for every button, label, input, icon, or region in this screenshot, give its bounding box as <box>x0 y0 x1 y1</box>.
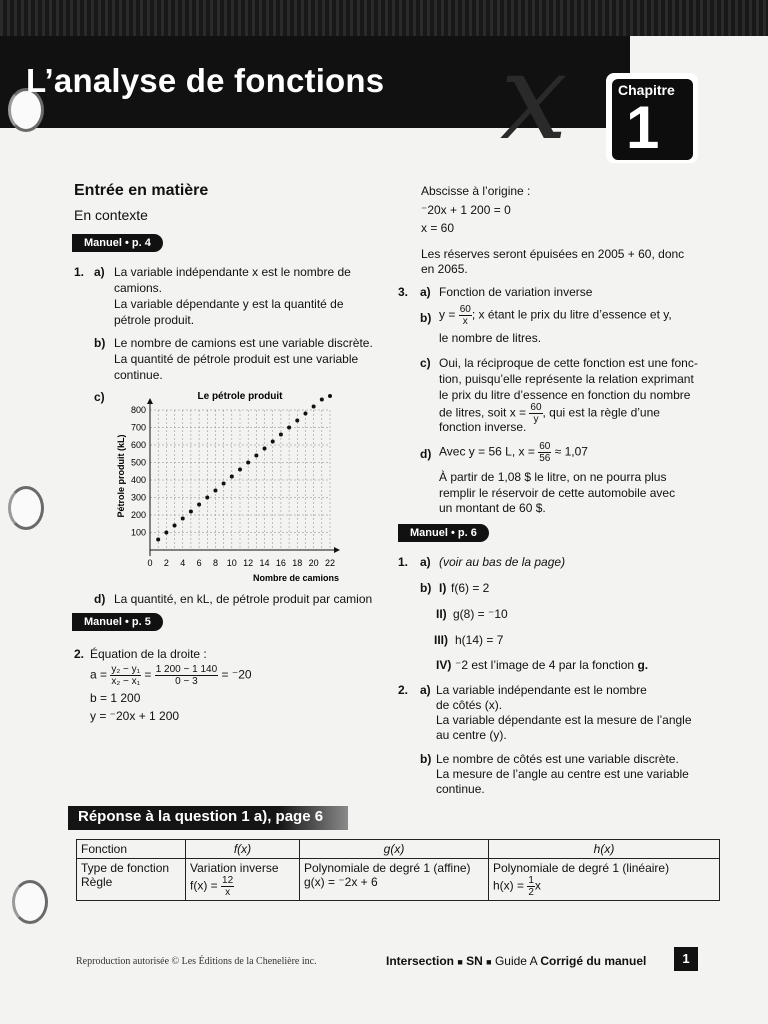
manuel-p5-badge: Manuel • p. 5 <box>72 613 163 631</box>
q1a-line-2: camions. <box>114 281 163 295</box>
q3d-numerator: 60 <box>539 441 551 452</box>
g-type: Polynomiale de degré 1 (affine) <box>304 861 471 875</box>
y-axis-arrow <box>147 398 153 404</box>
x-tick-label: 2 <box>163 558 169 568</box>
table-cell-f <box>186 859 300 901</box>
f-rule-denominator: x <box>225 887 231 898</box>
data-point <box>205 496 209 500</box>
footer-copyright: Reproduction autorisée © Les Éditions de la Chenelière inc. <box>76 956 317 967</box>
p6-iv-label: IV) <box>436 658 452 672</box>
x-tick-label: 0 <box>147 558 153 568</box>
data-point <box>287 426 291 430</box>
footer-series: Intersection <box>386 954 455 968</box>
h-rule-pre: h(x) = <box>493 878 525 893</box>
x-tick-label: 22 <box>324 558 336 568</box>
table-label-regle: Règle <box>81 875 113 889</box>
footer-corrige: Corrigé du manuel <box>540 954 647 968</box>
q1d-label: d) <box>94 592 106 606</box>
data-point <box>173 524 177 528</box>
q3d-label: d) <box>420 447 432 461</box>
p6-q1a-label: a) <box>420 555 431 569</box>
y-tick-label: 300 <box>130 492 146 503</box>
reponse-title: Réponse à la question 1 a), page 6 <box>78 808 324 825</box>
x-tick-label: 18 <box>292 558 303 568</box>
data-point <box>295 419 299 423</box>
p6-ii-label: II) <box>436 607 447 621</box>
p6-q2-number: 2. <box>398 683 409 697</box>
data-point <box>328 394 332 398</box>
chart-grid <box>150 410 330 550</box>
p6-q2b-line-2: La mesure de l’angle au centre est une variable <box>436 767 689 781</box>
q2-slope-denominator-2: 0 − 3 <box>175 676 198 687</box>
reserves-line-2: en 2065. <box>421 262 468 276</box>
q3c-numerator: 60 <box>530 402 542 413</box>
data-point <box>246 461 250 465</box>
q3d-fraction <box>538 441 551 464</box>
abscisse-title: Abscisse à l’origine : <box>421 184 531 198</box>
q3d-line-1: À partir de 1,08 $ le litre, on ne pourra plus <box>439 470 667 484</box>
p6-q2a-line-1: La variable indépendante est le nombre <box>436 683 647 697</box>
q3c-fraction <box>529 402 542 425</box>
q3c-line-1: Oui, la réciproque de cette fonction est une fonc- <box>439 356 698 370</box>
p6-q2a-line-4: au centre (y). <box>436 728 507 742</box>
q1a-line-4: pétrole produit. <box>114 313 195 327</box>
y-tick-label: 800 <box>130 405 146 415</box>
x-tick-label: 10 <box>226 558 237 568</box>
h-rule <box>493 875 715 898</box>
binder-hole-middle <box>8 486 44 530</box>
q2-slope-numerator-2: 1 200 − 1 140 <box>155 664 218 675</box>
y-tick-label: 700 <box>130 422 146 433</box>
q2-slope-a: a = <box>90 667 108 682</box>
reserves-line-1: Les réserves seront épuisées en 2005 + 60, donc <box>421 247 685 261</box>
y-tick-label: 500 <box>130 457 146 468</box>
data-point <box>230 475 234 479</box>
petrol-chart <box>100 384 360 590</box>
q3d-denominator: 56 <box>539 453 551 464</box>
x-tick-label: 14 <box>259 558 270 568</box>
chart-y-axis-label: Pétrole produit (kL) <box>116 434 126 518</box>
data-point <box>156 538 160 542</box>
h-type: Polynomiale de degré 1 (linéaire) <box>493 861 670 875</box>
banner-watermark-x: x <box>500 28 568 167</box>
data-point <box>279 433 283 437</box>
q2-slope-numerator: y₂ − y₁ <box>111 664 141 675</box>
chart-title: Le pétrole produit <box>197 391 283 402</box>
q3b-numerator: 60 <box>459 304 471 315</box>
x-tick-label: 16 <box>275 558 286 568</box>
q3b-line-2: le nombre de litres. <box>439 331 542 345</box>
table-header-row <box>77 840 720 859</box>
p6-iv-text-main: ⁻2 est l’image de 4 par la fonction <box>455 658 635 672</box>
q1b-line-3: continue. <box>114 368 163 382</box>
y-tick-label: 600 <box>130 440 146 450</box>
p6-i-text: f(6) = 2 <box>451 581 490 595</box>
x-tick-label: 4 <box>180 558 186 568</box>
q3b-formula <box>439 304 672 327</box>
x-tick-label: 8 <box>212 558 218 568</box>
data-point <box>197 503 201 507</box>
q2-slope <box>90 664 252 687</box>
chart-x-axis-label: Nombre de camions <box>252 573 340 583</box>
q1a-label: a) <box>94 265 105 279</box>
p6-iv-text <box>455 657 648 673</box>
data-point <box>189 510 193 514</box>
x-tick-label: 12 <box>243 558 254 568</box>
table-header-fonction: Fonction <box>77 840 186 859</box>
q2-slope-fraction-1 <box>110 664 141 687</box>
table-cell-h <box>489 859 720 901</box>
p6-q2a-label: a) <box>420 683 431 697</box>
table-row-labels <box>77 859 186 901</box>
p6-i-label: I) <box>439 581 447 595</box>
data-point <box>312 405 316 409</box>
data-point <box>213 489 217 493</box>
g-rule: g(x) = ⁻2x + 6 <box>304 875 378 889</box>
f-rule-pre: f(x) = <box>190 878 218 893</box>
chart-ticks <box>131 405 335 568</box>
q3c-pre: de litres, soit x = <box>439 405 527 420</box>
p6-q2b-line-1: Le nombre de côtés est une variable discrète. <box>436 752 679 766</box>
q3-number: 3. <box>398 285 409 299</box>
q2-slope-fraction-2 <box>155 664 218 687</box>
p6-q2b-line-3: continue. <box>436 782 485 796</box>
data-point <box>181 517 185 521</box>
data-point <box>254 454 258 458</box>
manuel-p6-badge: Manuel • p. 6 <box>398 524 489 542</box>
f-rule-numerator: 12 <box>222 875 234 886</box>
q2-equation: y = ⁻20x + 1 200 <box>90 709 180 723</box>
q1-number: 1. <box>74 265 85 279</box>
q3d-formula <box>439 441 588 464</box>
data-point <box>238 468 242 472</box>
p6-iii-label: III) <box>434 633 448 647</box>
q1c-label: c) <box>94 390 105 404</box>
data-point <box>164 531 168 535</box>
q2-intro: Équation de la droite : <box>90 647 207 661</box>
p6-q2a-line-2: de côtés (x). <box>436 698 503 712</box>
subsection-title: En contexte <box>74 207 148 223</box>
q3d-post: ≈ 1,07 <box>554 444 588 459</box>
page-number: 1 <box>674 947 698 971</box>
q3c-label: c) <box>420 356 431 370</box>
h-rule-numerator: 1 <box>528 875 534 886</box>
data-point <box>271 440 275 444</box>
data-point <box>303 412 307 416</box>
table-header-f: f(x) <box>186 840 300 859</box>
q3b-post: ; x étant le prix du litre d’essence et y, <box>471 307 672 322</box>
p6-ii-text: g(8) = ⁻10 <box>453 607 508 621</box>
y-tick-label: 100 <box>130 527 146 538</box>
q3a-text: Fonction de variation inverse <box>439 285 593 299</box>
f-rule-fraction <box>221 875 234 898</box>
q2-slope-denominator: x₂ − x₁ <box>111 676 141 687</box>
p6-q1b-label: b) <box>420 581 432 595</box>
q3d-line-3: un montant de 60 $. <box>439 501 546 515</box>
footer-separator-2: ■ <box>486 957 492 967</box>
page-title: L’analyse de fonctions <box>26 62 385 99</box>
table-header-g: g(x) <box>300 840 489 859</box>
p6-q1a-text: (voir au bas de la page) <box>439 555 566 569</box>
footer-separator-1: ■ <box>457 957 463 967</box>
abscisse-eq-1: ⁻20x + 1 200 = 0 <box>421 203 511 217</box>
q1b-label: b) <box>94 336 106 350</box>
y-tick-label: 200 <box>130 510 146 520</box>
binder-hole-bottom <box>12 880 48 924</box>
functions-table <box>76 839 720 901</box>
footer-sn: SN <box>466 954 483 968</box>
q3b-fraction <box>459 304 472 327</box>
table-header-h: h(x) <box>489 840 720 859</box>
manuel-p4-badge: Manuel • p. 4 <box>72 234 163 252</box>
q2-slope-result: = ⁻20 <box>221 667 252 682</box>
q3b-pre: y = <box>439 307 456 322</box>
chapter-label: Chapitre <box>618 82 675 98</box>
p6-q2b-label: b) <box>420 752 432 766</box>
f-rule <box>190 875 295 898</box>
q1b-line-2: La quantité de pétrole produit est une variable <box>114 352 359 366</box>
h-rule-denominator: 2 <box>528 887 534 898</box>
p6-iii-text: h(14) = 7 <box>455 633 504 647</box>
f-type: Variation inverse <box>190 861 279 875</box>
q2-slope-equals: = <box>144 667 152 682</box>
q1a-line-3: La variable dépendante y est la quantité de <box>114 297 344 311</box>
p6-q1-number: 1. <box>398 555 409 569</box>
q1a-line-1: La variable indépendante x est le nombre de <box>114 265 351 279</box>
section-title: Entrée en matière <box>74 182 209 199</box>
q3c-line-3: le prix du litre d’essence en fonction du nombre <box>439 388 691 402</box>
table-row <box>77 859 720 901</box>
q3c-denominator: y <box>533 414 539 425</box>
h-rule-post: x <box>534 878 541 893</box>
chapter-number: 1 <box>626 94 660 161</box>
q3c-last: fonction inverse. <box>439 420 527 434</box>
q1b-line-1: Le nombre de camions est une variable discrète. <box>114 336 373 350</box>
abscisse-eq-2: x = 60 <box>421 221 455 235</box>
table-cell-g <box>300 859 489 901</box>
q3a-label: a) <box>420 285 431 299</box>
x-tick-label: 20 <box>308 558 319 568</box>
q3c-line-2: tion, puisqu’elle représente la relation exprimant <box>439 372 694 386</box>
data-point <box>222 482 226 486</box>
x-tick-label: 6 <box>196 558 202 568</box>
data-point <box>263 447 267 451</box>
p6-q2a-line-3: La variable dépendante est la mesure de l’angle <box>436 713 692 727</box>
q1d-text: La quantité, en kL, de pétrole produit par camion <box>114 592 373 606</box>
footer-book-info <box>386 954 646 968</box>
y-tick-label: 400 <box>130 475 146 485</box>
q3d-pre: Avec y = 56 L, x = <box>439 444 535 459</box>
q2-number: 2. <box>74 647 85 661</box>
q3d-line-2: remplir le réservoir de cette automobile avec <box>439 486 676 500</box>
q3c-post: , qui est la règle d’une <box>542 405 660 420</box>
q2-b: b = 1 200 <box>90 691 141 705</box>
footer-guide: Guide A <box>494 954 537 968</box>
table-label-type: Type de fonction <box>81 861 170 875</box>
p6-iv-function-g: g. <box>637 658 649 672</box>
q3b-label: b) <box>420 311 432 325</box>
q3b-denominator: x <box>462 316 468 327</box>
h-rule-fraction <box>527 875 535 898</box>
chapter-banner <box>0 0 630 167</box>
data-point <box>320 398 324 402</box>
x-axis-arrow <box>334 547 340 553</box>
